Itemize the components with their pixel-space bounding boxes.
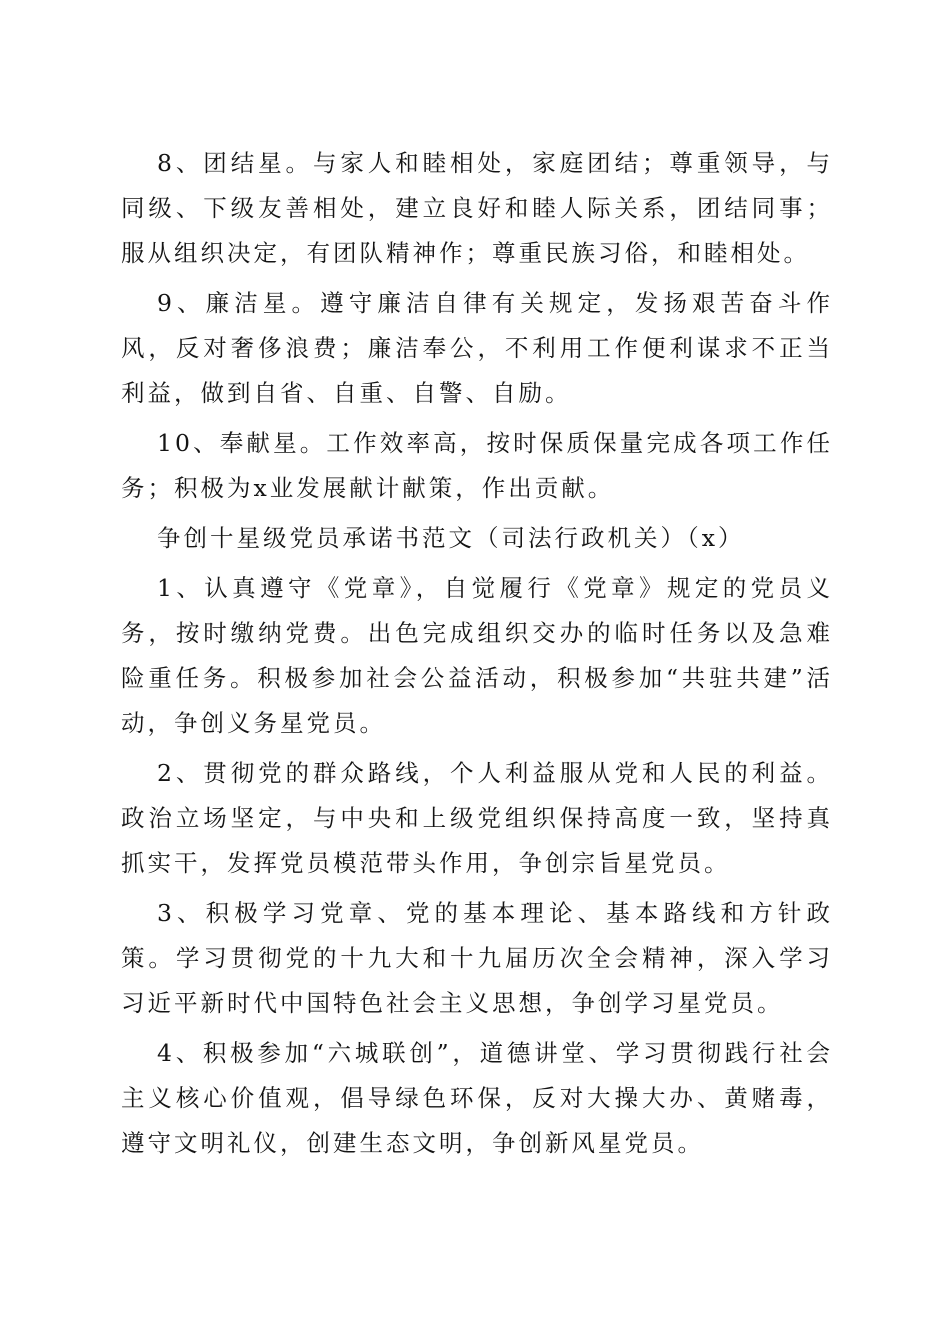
paragraph-item-2: 2、贯彻党的群众路线，个人利益服从党和人民的利益。政治立场坚定，与中央和上级党组织保持高度一致，坚持真抓实干，发挥党员模范带头作用，争创宗旨星党员。 xyxy=(121,759,833,877)
paragraph-item-1: 1、认真遵守《党章》，自觉履行《党章》规定的党员义务，按时缴纳党费。出色完成组织交办的临时任务以及急难险重任务。积极参加社会公益活动，积极参加“共驻共建”活动，争创义务星党员。 xyxy=(121,574,833,737)
section-heading: 争创十星级党员承诺书范文（司法行政机关）（x） xyxy=(157,524,745,552)
paragraph-item-3: 3、积极学习党章、党的基本理论、基本路线和方针政策。学习贯彻党的十九大和十九届历次全会精神，深入学习习近平新时代中国特色社会主义思想，争创学习星党员。 xyxy=(121,899,833,1017)
paragraph-dedication-star: 10、奉献星。工作效率高，按时保质保量完成各项工作任务；积极为x业发展献计献策，作出贡献。 xyxy=(121,429,833,502)
paragraph-unity-star: 8、团结星。与家人和睦相处，家庭团结；尊重领导，与同级、下级友善相处，建立良好和睦人际关系，团结同事；服从组织决定，有团队精神作；尊重民族习俗，和睦相处。 xyxy=(121,149,833,267)
document-body xyxy=(121,141,833,1166)
paragraph-item-4: 4、积极参加“六城联创”，道德讲堂、学习贯彻践行社会主义核心价值观，倡导绿色环保，反对大操大办、黄赌毒，遵守文明礼仪，创建生态文明，争创新风星党员。 xyxy=(121,1039,833,1157)
paragraph-integrity-star: 9、廉洁星。遵守廉洁自律有关规定，发扬艰苦奋斗作风，反对奢侈浪费；廉洁奉公，不利用工作便利谋求不正当利益，做到自省、自重、自警、自励。 xyxy=(121,289,833,407)
